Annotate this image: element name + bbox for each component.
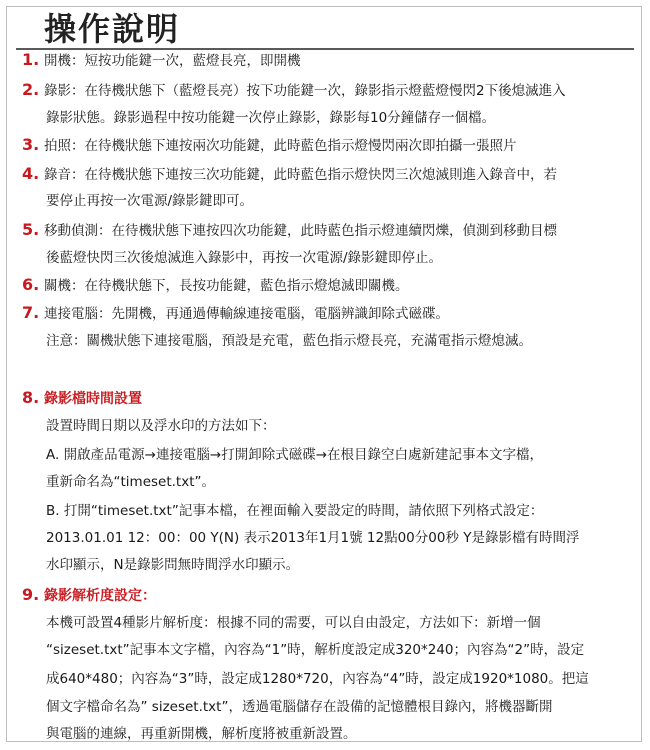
section-8-line: 水印顯示，N是錄影問無時間浮水印顯示。 bbox=[46, 557, 300, 573]
section-9-line: 本機可設置4種影片解析度：根據不同的需要，可以自由設定，方法如下：新增一個 bbox=[46, 615, 541, 631]
section-8-line: 2013.01.01 12：00：00 Y(N) 表示2013年1月1號 12點00分00秒 Y是錄影檔有時間浮 bbox=[46, 530, 580, 546]
section-9-line: “sizeset.txt”記事本文字檔，內容為“1”時，解析度設定成320*240；內容為“2”時，設定 bbox=[46, 642, 585, 658]
section-number: 8. bbox=[22, 388, 40, 407]
item-number: 7. bbox=[22, 303, 40, 322]
item-4 bbox=[22, 166, 557, 183]
item-text: 連接電腦：先開機，再通過傳輸線連接電腦，電腦辨識卸除式磁碟。 bbox=[44, 306, 449, 322]
item-number: 4. bbox=[22, 164, 40, 183]
item-text: 移動偵測：在待機狀態下連按四次功能鍵，此時藍色指示燈連續閃爍，偵測到移動目標 bbox=[44, 223, 557, 239]
section-8-line: 設置時間日期以及浮水印的方法如下： bbox=[46, 418, 276, 434]
item-text: 錄影：在待機狀態下（藍燈長亮）按下功能鍵一次，錄影指示燈藍燈慢閃2下後熄滅進入 bbox=[44, 83, 566, 99]
item-number: 3. bbox=[22, 135, 40, 154]
item-number: 6. bbox=[22, 275, 40, 294]
item-text: 關機：在待機狀態下，長按功能鍵，藍色指示燈熄滅即關機。 bbox=[44, 278, 409, 294]
item-2 bbox=[22, 82, 566, 99]
section-9-heading bbox=[22, 587, 156, 604]
item-1 bbox=[22, 52, 301, 69]
item-text: 開機：短按功能鍵一次，藍燈長亮，即開機 bbox=[44, 53, 301, 69]
section-8-line: A. 開啟產品電源→連接電腦→打開卸除式磁碟→在根目錄空白處新建記事本文字檔， bbox=[46, 447, 544, 463]
section-title: 錄影檔時間設置 bbox=[44, 391, 142, 407]
page-title: 操作說明 bbox=[44, 10, 181, 48]
section-9-line: 成640*480；內容為“3”時，設定成1280*720，內容為“4”時，設定成1920*1080。把這 bbox=[46, 671, 589, 687]
section-9-line: 與電腦的連線，再重新開機，解析度將被重新設置。 bbox=[46, 726, 357, 742]
section-8-line: B. 打開“timeset.txt”記事本檔，在裡面輸入要設定的時間，請依照下列格式設定： bbox=[46, 503, 544, 519]
item-7 bbox=[22, 305, 449, 322]
section-8-heading bbox=[22, 390, 142, 407]
item-2-continuation: 錄影狀態。錄影過程中按功能鍵一次停止錄影，錄影每10分鐘儲存一個檔。 bbox=[46, 110, 496, 126]
item-number: 2. bbox=[22, 80, 40, 99]
item-text: 錄音：在待機狀態下連按三次功能鍵，此時藍色指示燈快閃三次熄滅則進入錄音中，若 bbox=[44, 167, 557, 183]
section-9-line: 個文字檔命名為” sizeset.txt”，透過電腦儲存在設備的記憶體根目錄內，將機器斷開 bbox=[46, 699, 553, 715]
title-divider bbox=[16, 48, 634, 50]
item-text: 拍照：在待機狀態下連按兩次功能鍵，此時藍色指示燈慢閃兩次即拍攝一張照片 bbox=[44, 138, 517, 154]
item-5 bbox=[22, 222, 557, 239]
section-8-line: 重新命名為“timeset.txt”。 bbox=[46, 474, 215, 490]
item-number: 5. bbox=[22, 220, 40, 239]
item-3 bbox=[22, 137, 517, 154]
item-7-note: 注意：關機狀態下連接電腦，預設是充電，藍色指示燈長亮，充滿電指示燈熄滅。 bbox=[46, 333, 532, 349]
item-number: 1. bbox=[22, 50, 40, 69]
item-6 bbox=[22, 277, 409, 294]
section-number: 9. bbox=[22, 585, 40, 604]
section-title: 錄影解析度設定： bbox=[44, 588, 156, 604]
item-5-continuation: 後藍燈快閃三次後熄滅進入錄影中，再按一次電源/錄影鍵即停止。 bbox=[46, 250, 443, 266]
item-4-continuation: 要停止再按一次電源/錄影鍵即可。 bbox=[46, 193, 254, 209]
